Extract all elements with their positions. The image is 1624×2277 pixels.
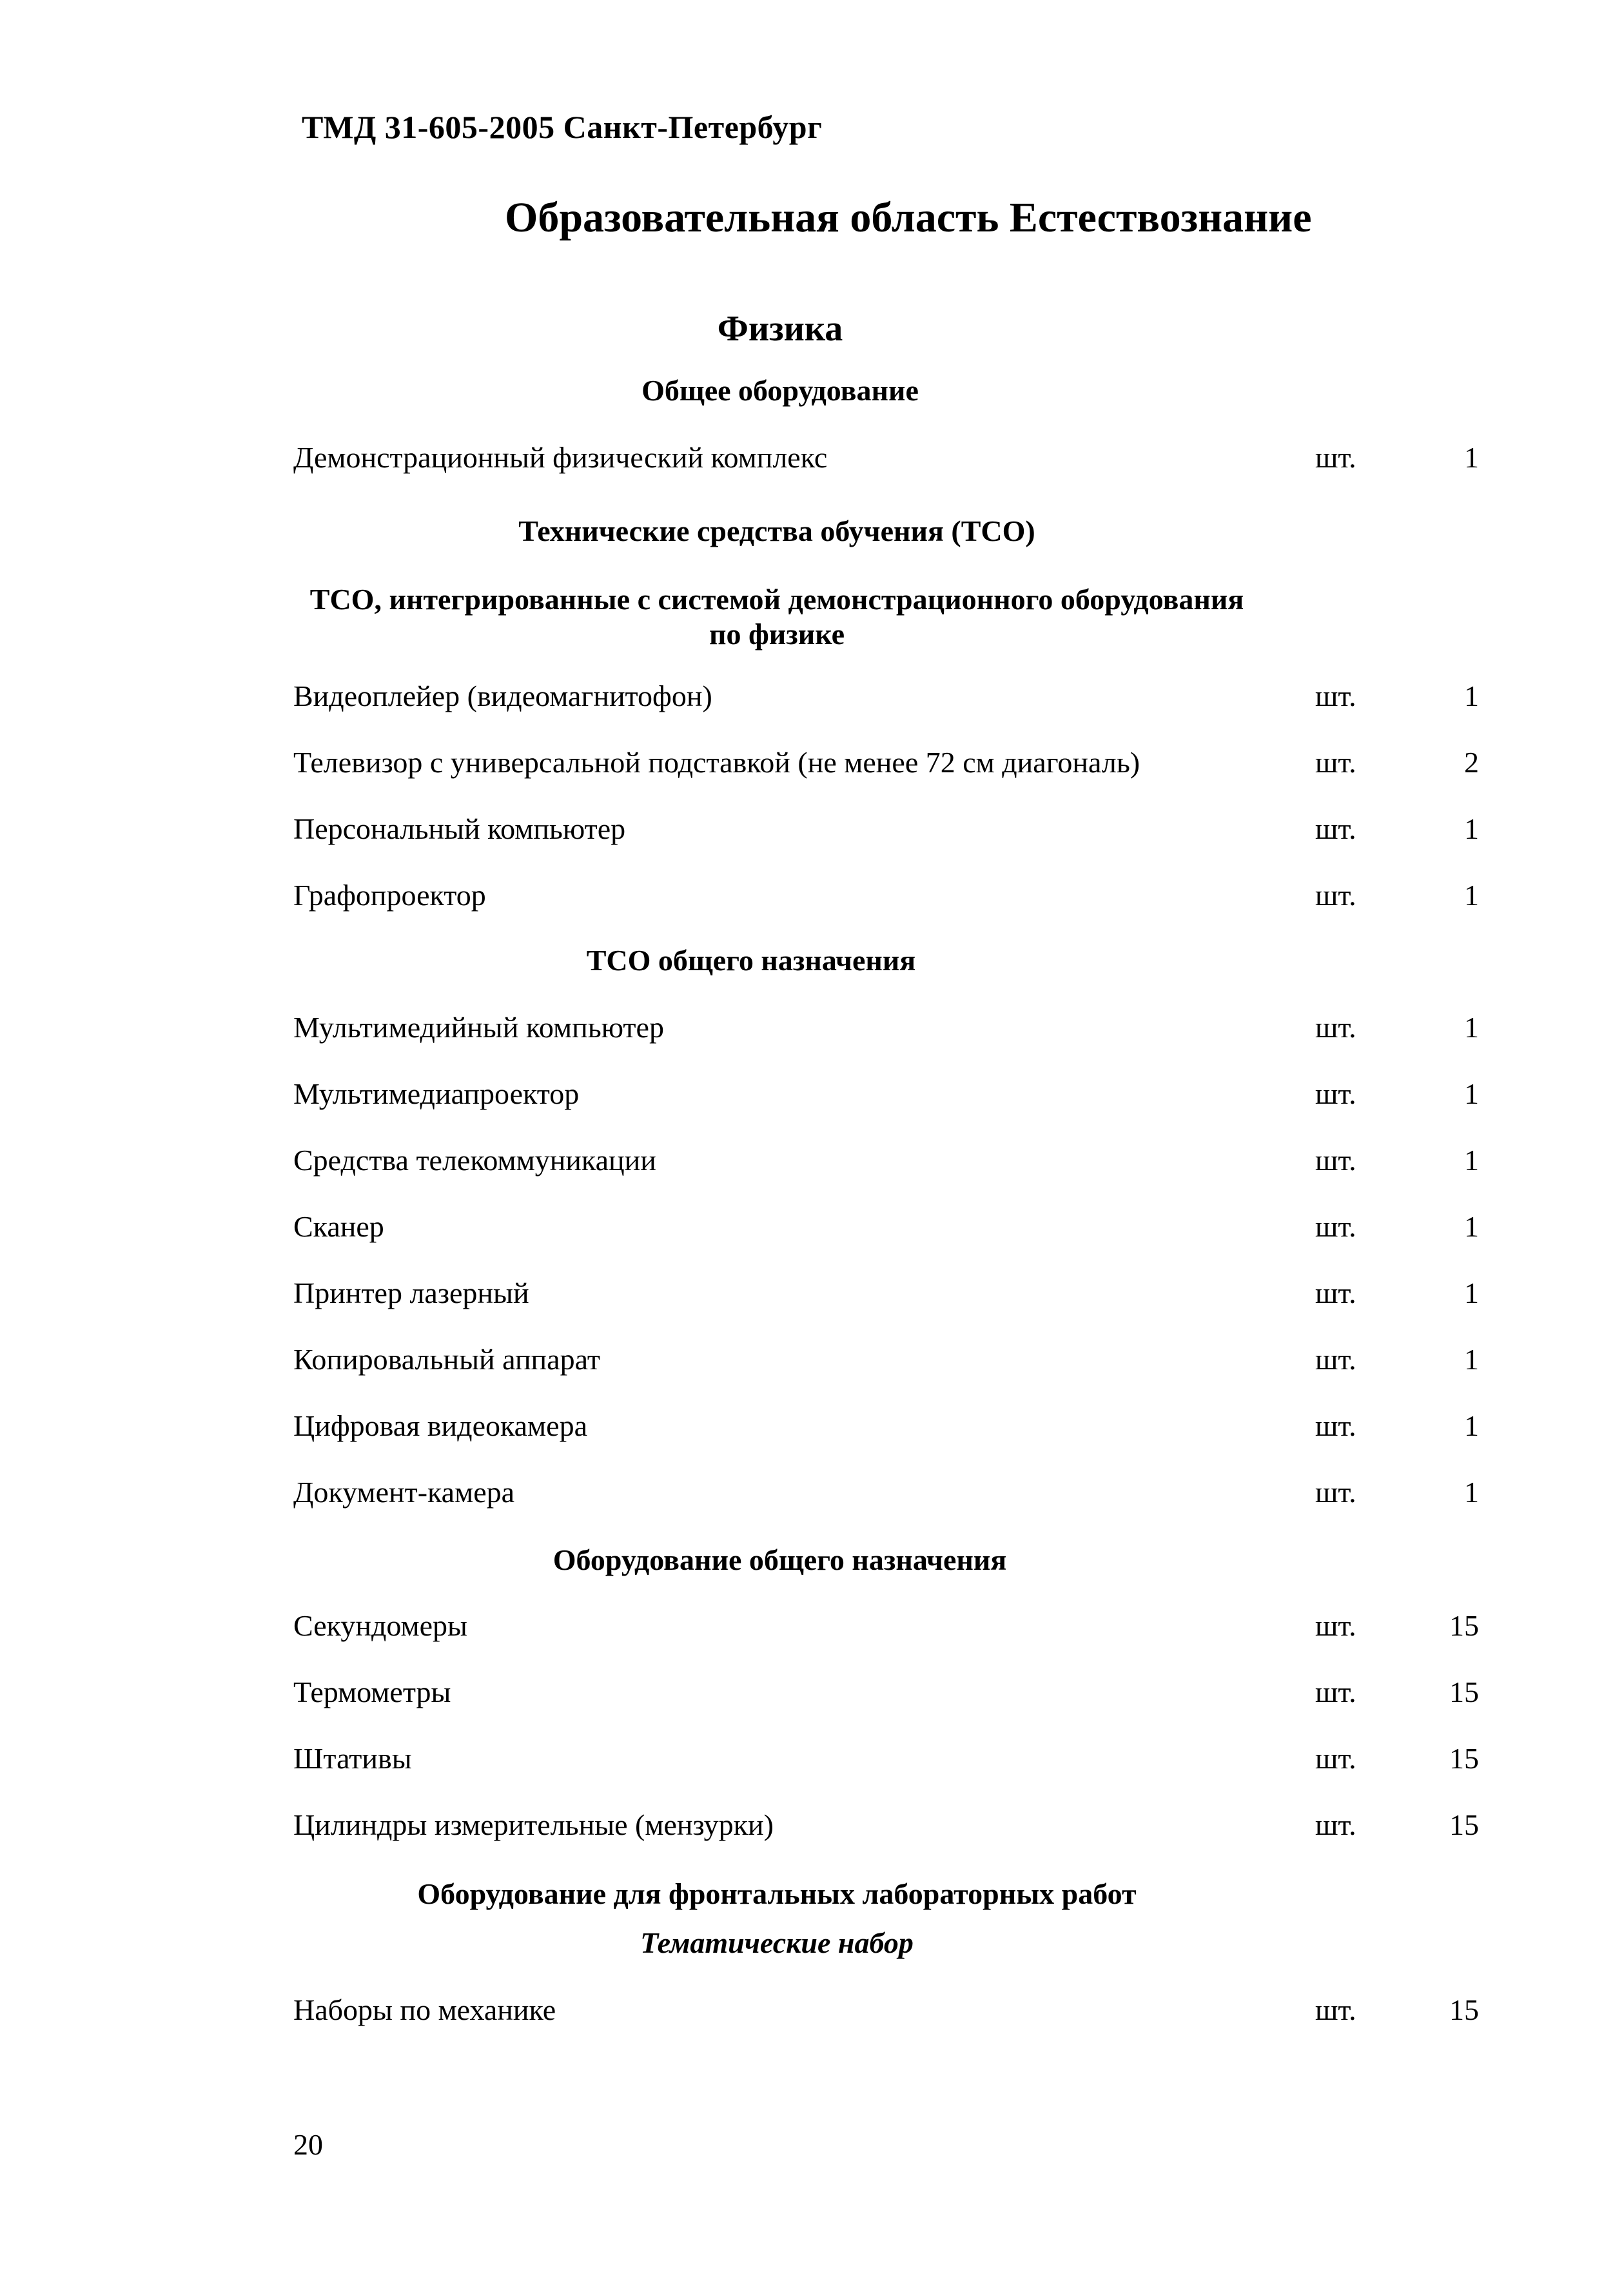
item-name: Копировальный аппарат: [293, 1343, 600, 1376]
equipment-row: [0, 1207, 1624, 1246]
item-name: Принтер лазерный: [293, 1276, 529, 1309]
item-unit: шт.: [1315, 812, 1356, 845]
item-unit: шт.: [1315, 1210, 1356, 1243]
item-unit: шт.: [1315, 1609, 1356, 1642]
section-heading: ТСО общего назначения: [586, 944, 916, 977]
item-qty: 1: [1464, 812, 1479, 845]
item-qty: 1: [1464, 879, 1479, 912]
item-unit: шт.: [1315, 1276, 1356, 1309]
equipment-row: [0, 1340, 1624, 1379]
item-qty: 1: [1464, 1409, 1479, 1442]
equipment-row: [0, 1274, 1624, 1313]
equipment-row: [0, 1075, 1624, 1113]
item-qty: 1: [1464, 1210, 1479, 1243]
item-unit: шт.: [1315, 679, 1356, 712]
item-qty: 15: [1449, 1808, 1479, 1841]
item-name: Наборы по механике: [293, 1993, 556, 2026]
section-heading: ТСО, интегрированные с системой демонстрационного оборудования: [309, 583, 1244, 616]
item-qty: 15: [1449, 1676, 1479, 1708]
item-qty: 1: [1464, 1011, 1479, 1044]
item-qty: 1: [1464, 679, 1479, 712]
item-name: Цифровая видеокамера: [293, 1409, 588, 1442]
section-heading: Технические средства обучения (ТСО): [518, 514, 1035, 547]
equipment-row: [0, 1407, 1624, 1445]
section-subheading: Тематические набор: [640, 1926, 914, 1959]
item-qty: 15: [1449, 1742, 1479, 1775]
item-qty: 1: [1464, 441, 1479, 474]
item-unit: шт.: [1315, 746, 1356, 779]
document-header: ТМД 31-605-2005 Санкт-Петербург: [302, 109, 823, 145]
equipment-row: [0, 1008, 1624, 1047]
item-unit: шт.: [1315, 1144, 1356, 1177]
equipment-row: [0, 810, 1624, 848]
subject-title: Физика: [717, 309, 843, 349]
item-unit: шт.: [1315, 1011, 1356, 1044]
item-name: Мультимедиапроектор: [293, 1077, 580, 1110]
item-name: Штативы: [293, 1742, 412, 1775]
page-number: 20: [293, 2128, 323, 2161]
item-qty: 2: [1464, 746, 1479, 779]
item-qty: 15: [1449, 1993, 1479, 2026]
item-unit: шт.: [1315, 879, 1356, 912]
equipment-row: [0, 876, 1624, 915]
equipment-row: [0, 677, 1624, 716]
item-name: Графопроектор: [293, 879, 486, 912]
item-qty: 1: [1464, 1144, 1479, 1177]
section-heading: Оборудование для фронтальных лабораторных работ: [417, 1877, 1137, 1910]
equipment-row: [0, 1991, 1624, 2029]
equipment-row: [0, 1806, 1624, 1844]
area-title: Образовательная область Естествознание: [505, 194, 1312, 241]
item-name: Телевизор с универсальной подставкой (не менее 72 см диагональ): [293, 746, 1140, 779]
item-qty: 1: [1464, 1276, 1479, 1309]
item-name: Мультимедийный компьютер: [293, 1011, 664, 1044]
equipment-row: [0, 1673, 1624, 1712]
item-unit: шт.: [1315, 1343, 1356, 1376]
item-unit: шт.: [1315, 1676, 1356, 1708]
item-name: Термометры: [293, 1676, 451, 1708]
item-name: Документ-камера: [293, 1476, 515, 1509]
equipment-row: [0, 438, 1624, 477]
item-qty: 1: [1464, 1476, 1479, 1509]
equipment-row: [0, 1141, 1624, 1180]
item-unit: шт.: [1315, 441, 1356, 474]
item-name: Персональный компьютер: [293, 812, 626, 845]
item-unit: шт.: [1315, 1742, 1356, 1775]
item-name: Демонстрационный физический комплекс: [293, 441, 828, 474]
item-name: Видеоплейер (видеомагнитофон): [293, 679, 712, 712]
item-unit: шт.: [1315, 1993, 1356, 2026]
equipment-row: [0, 1739, 1624, 1778]
item-unit: шт.: [1315, 1409, 1356, 1442]
section-heading: Общее оборудование: [641, 374, 919, 407]
section-heading-line2: по физике: [709, 618, 845, 650]
equipment-row: [0, 1607, 1624, 1645]
item-unit: шт.: [1315, 1077, 1356, 1110]
item-unit: шт.: [1315, 1476, 1356, 1509]
item-name: Сканер: [293, 1210, 384, 1243]
item-name: Цилиндры измерительные (мензурки): [293, 1808, 774, 1841]
section-heading: Оборудование общего назначения: [553, 1543, 1007, 1576]
item-unit: шт.: [1315, 1808, 1356, 1841]
item-name: Секундомеры: [293, 1609, 467, 1642]
item-qty: 15: [1449, 1609, 1479, 1642]
equipment-row: [0, 1473, 1624, 1512]
equipment-row: [0, 743, 1624, 782]
item-qty: 1: [1464, 1343, 1479, 1376]
item-qty: 1: [1464, 1077, 1479, 1110]
item-name: Средства телекоммуникации: [293, 1144, 656, 1177]
